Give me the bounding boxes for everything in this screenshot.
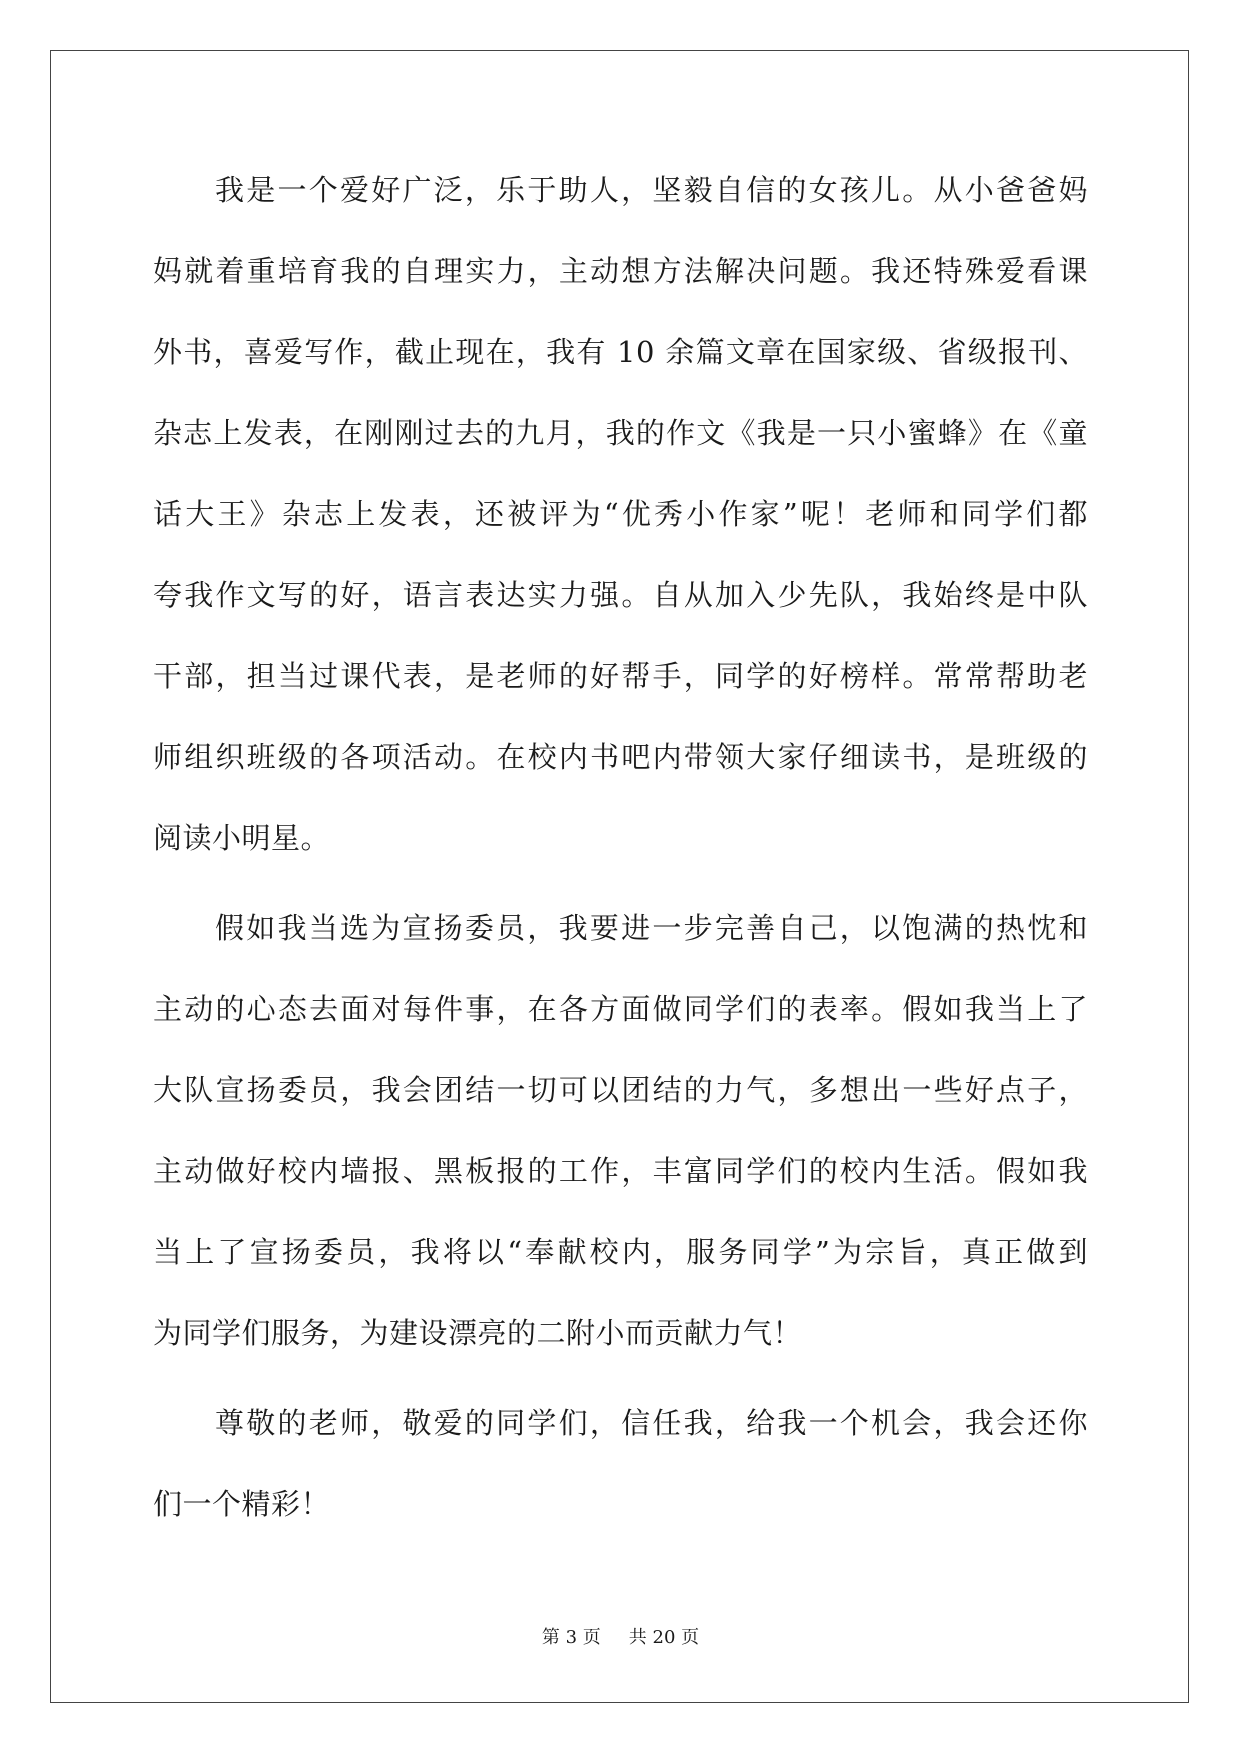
paragraph-1-line-5: 话大王》杂志上发表，还被评为“优秀小作家”呢！老师和同学们都 [153, 497, 1088, 531]
paragraph-1-line-6: 夸我作文写的好，语言表达实力强。自从加入少先队，我始终是中队 [153, 578, 1088, 612]
paragraph-2-line-6: 为同学们服务，为建设漂亮的二附小而贡献力气！ [153, 1316, 803, 1350]
paragraph-spacer [153, 1384, 1088, 1393]
paragraph-1-line-1: 我是一个爱好广泛，乐于助人，坚毅自信的女孩儿。从小爸爸妈 [215, 173, 1088, 207]
paragraph-1-line-2: 妈就着重培育我的自理实力，主动想方法解决问题。我还特殊爱看课 [153, 254, 1088, 288]
paragraph-2-line-5: 当上了宣扬委员，我将以“奉献校内，服务同学”为宗旨，真正做到 [153, 1235, 1088, 1269]
page-number: 第 3 页 [541, 1627, 601, 1648]
paragraph-1-line-9: 阅读小明星。 [153, 821, 331, 855]
paragraph-1-line-4: 杂志上发表，在刚刚过去的九月，我的作文《我是一只小蜜蜂》在《童 [153, 416, 1088, 450]
paragraph-2-line-3: 大队宣扬委员，我会团结一切可以团结的力气，多想出一些好点子， [153, 1073, 1088, 1107]
document-body [153, 160, 1088, 1555]
paragraph-spacer [153, 889, 1088, 898]
paragraph-1-line-7: 干部，担当过课代表，是老师的好帮手，同学的好榜样。常常帮助老 [153, 659, 1088, 693]
paragraph-3-line-2: 们一个精彩！ [153, 1487, 331, 1521]
paragraph-1-line-3: 外书，喜爱写作，截止现在，我有 10 余篇文章在国家级、省级报刊、 [153, 335, 1088, 369]
paragraph-2-line-2: 主动的心态去面对每件事，在各方面做同学们的表率。假如我当上了 [153, 992, 1088, 1026]
paragraph-3-line-1: 尊敬的老师，敬爱的同学们，信任我，给我一个机会，我会还你 [215, 1406, 1088, 1440]
paragraph-2-line-4: 主动做好校内墙报、黑板报的工作，丰富同学们的校内生活。假如我 [153, 1154, 1088, 1188]
paragraph-2-line-1: 假如我当选为宣扬委员，我要进一步完善自己，以饱满的热忱和 [215, 911, 1088, 945]
page-footer [0, 1626, 1241, 1650]
page-total: 共 20 页 [628, 1627, 700, 1648]
paragraph-1-line-8: 师组织班级的各项活动。在校内书吧内带领大家仔细读书，是班级的 [153, 740, 1088, 774]
